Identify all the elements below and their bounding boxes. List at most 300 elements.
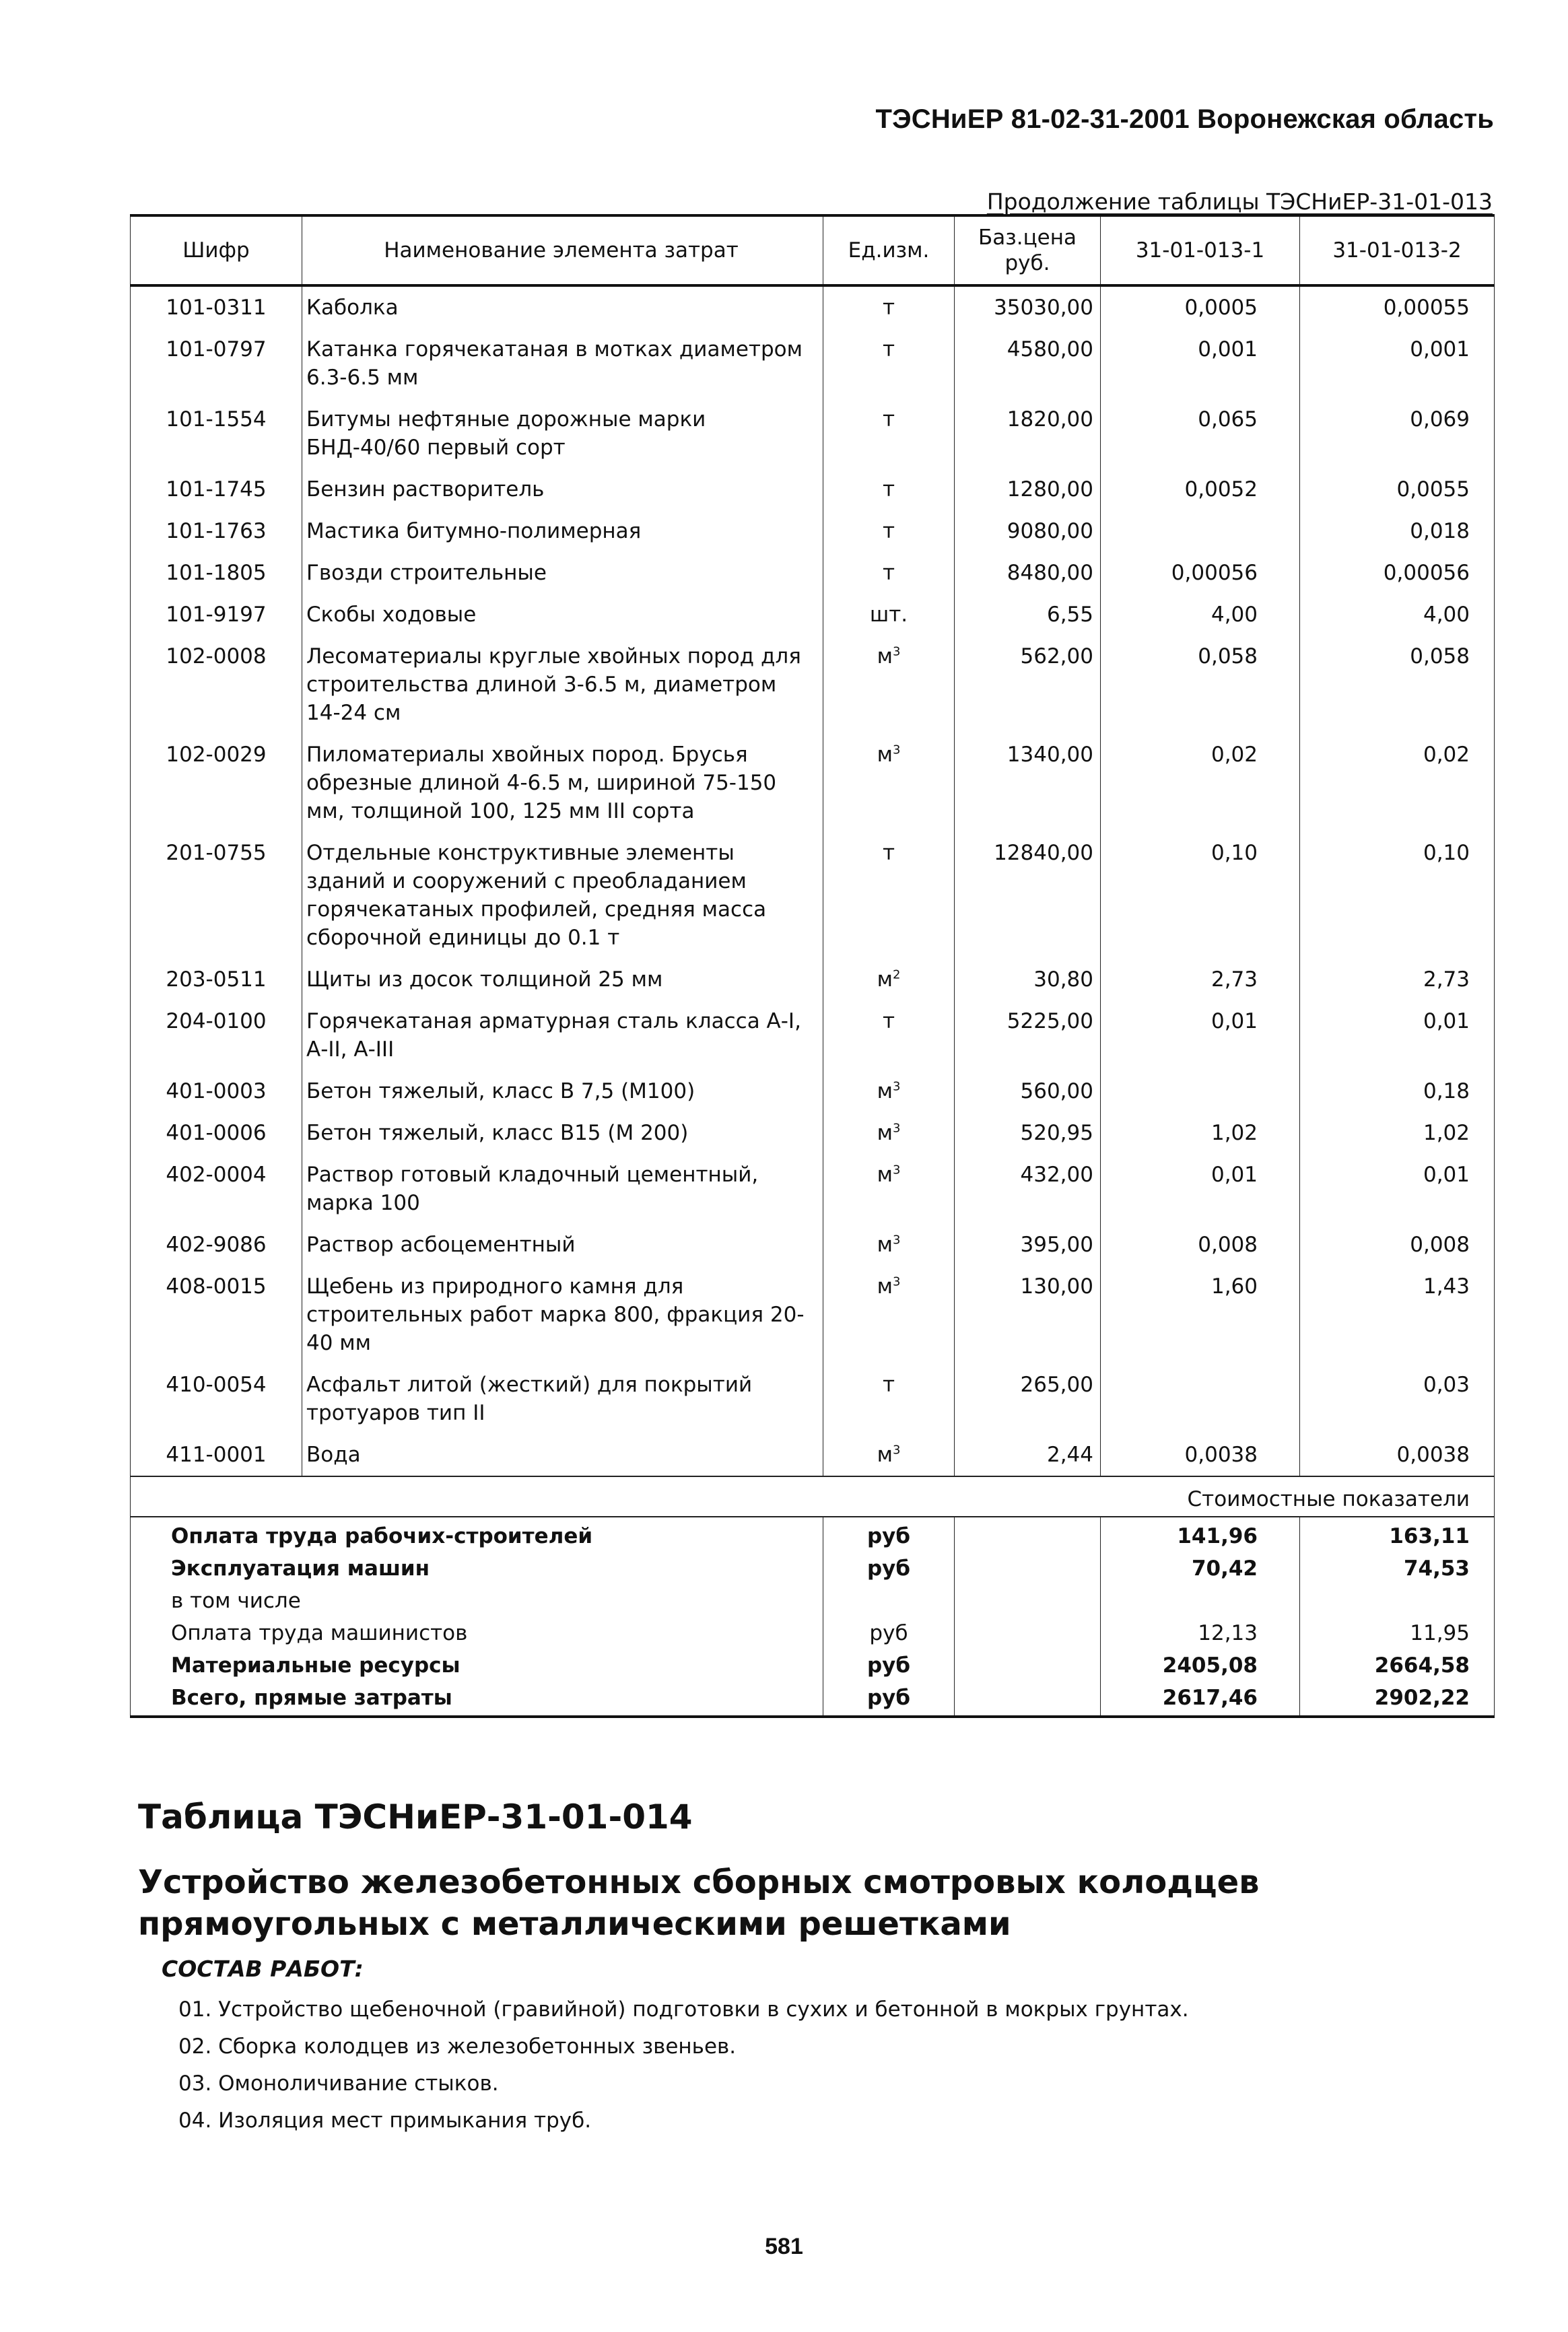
resource-base-price-text: 6,55 [1046,603,1093,627]
resource-code-text: 203-0511 [166,967,267,992]
resource-code-text: 410-0054 [166,1373,267,1397]
table-row [131,469,1495,510]
resource-base-price-text: 5225,00 [1007,1009,1093,1033]
resource-code [131,1364,302,1434]
table-row [131,510,1495,552]
resource-qty-variant-2 [1300,510,1495,552]
resource-base-price-text: 432,00 [1020,1163,1093,1187]
summary-unit: руб [823,1682,955,1717]
resource-name-text: Битумы нефтяные дорожные марки БНД-40/60 первый сорт [306,407,706,460]
resource-base-price [955,1000,1101,1070]
resource-base-price [955,399,1101,469]
resource-qty-variant-2-text: 0,018 [1410,519,1470,543]
works-list [178,1991,1189,2139]
resource-code-text: 102-0008 [166,644,267,668]
resource-qty-variant-1-text: 0,065 [1198,407,1258,432]
resource-base-price-text: 130,00 [1020,1274,1093,1299]
resource-qty-variant-2-text: 0,069 [1410,407,1470,432]
resource-base-price [955,469,1101,510]
resource-unit [823,285,955,329]
resource-code [131,1434,302,1476]
resource-qty-variant-1-text: 2,73 [1211,967,1258,992]
resource-qty-variant-1-text: 0,00056 [1171,561,1258,585]
resource-base-price [955,832,1101,959]
resource-name [302,1364,823,1434]
resource-name [302,469,823,510]
works-item: 01. Устройство щебеночной (гравийной) подготовки в сухих и бетонной в мокрых грунтах. [178,1997,1189,2022]
resource-name [302,1154,823,1224]
resource-rows [131,285,1495,1476]
resource-unit [823,832,955,959]
resource-unit [823,510,955,552]
resource-unit-text: м [877,1163,893,1187]
summary-value-variant-1 [1101,1585,1300,1617]
resource-unit [823,1070,955,1112]
resource-name [302,285,823,329]
resource-qty-variant-2 [1300,832,1495,959]
resource-name [302,329,823,399]
resource-base-price-text: 1280,00 [1007,477,1093,502]
resource-qty-variant-1 [1101,636,1300,734]
table-header-row [131,215,1495,285]
resource-code-text: 401-0003 [166,1079,267,1103]
resource-qty-variant-2 [1300,959,1495,1000]
resource-unit-text: м [877,743,893,767]
table-row [131,594,1495,636]
resource-qty-variant-2-text: 1,02 [1423,1121,1470,1145]
resource-code-text: 411-0001 [166,1443,267,1467]
resource-unit-text: т [882,1009,895,1033]
summary-label: Эксплуатация машин [131,1552,823,1585]
table-row [131,1112,1495,1154]
resource-qty-variant-1-text: 4,00 [1211,603,1258,627]
summary-row [131,1649,1495,1682]
resource-code [131,329,302,399]
next-table-title: Таблица ТЭСНиЕР-31-01-014 [138,1797,693,1837]
resource-qty-variant-2-text: 0,10 [1423,841,1470,865]
resource-base-price-text: 8480,00 [1007,561,1093,585]
resource-qty-variant-2-text: 0,058 [1410,644,1470,668]
resource-qty-variant-1-text: 0,0005 [1184,296,1258,320]
resource-qty-variant-2-text: 0,02 [1423,743,1470,767]
resource-unit [823,594,955,636]
summary-row [131,1585,1495,1617]
summary-row [131,1517,1495,1552]
resource-qty-variant-1-text: 0,001 [1198,337,1258,362]
resource-qty-variant-2 [1300,1364,1495,1434]
resource-qty-variant-1-text: 0,008 [1198,1233,1258,1257]
resource-name [302,552,823,594]
resource-qty-variant-1 [1101,1266,1300,1364]
summary-empty-price [955,1617,1101,1649]
table-row [131,1154,1495,1224]
resource-unit-text: м [877,1274,893,1299]
resource-code-text: 201-0755 [166,841,267,865]
resource-unit [823,1000,955,1070]
resource-base-price-text: 12840,00 [994,841,1093,865]
works-item: 03. Омоноличивание стыков. [178,2071,499,2096]
resource-unit [823,734,955,832]
summary-value-variant-1: 141,96 [1101,1517,1300,1552]
resource-code-text: 402-0004 [166,1163,267,1187]
resource-base-price-text: 4580,00 [1007,337,1093,362]
resource-base-price-text: 35030,00 [994,296,1093,320]
resource-name-text: Бензин растворитель [306,477,545,502]
resource-code [131,510,302,552]
table-row [131,1070,1495,1112]
resource-code-text: 401-0006 [166,1121,267,1145]
resource-base-price [955,1364,1101,1434]
resource-base-price [955,329,1101,399]
resource-qty-variant-2-text: 4,00 [1423,603,1470,627]
resource-qty-variant-2-text: 0,00055 [1383,296,1470,320]
resource-qty-variant-1 [1101,510,1300,552]
resource-name-text: Гвозди строительные [306,561,547,585]
resource-name-text: Мастика битумно-полимерная [306,519,642,543]
resource-qty-variant-1 [1101,1364,1300,1434]
summary-row [131,1552,1495,1585]
resource-qty-variant-2 [1300,1112,1495,1154]
resource-qty-variant-2-text: 0,00056 [1383,561,1470,585]
resource-code [131,734,302,832]
resource-code-text: 204-0100 [166,1009,267,1033]
cost-indicators-caption-row [131,1476,1495,1517]
unit-exponent: 3 [892,1079,901,1094]
resource-name [302,734,823,832]
resource-qty-variant-1 [1101,1154,1300,1224]
column-header-variant-2: 31-01-013-2 [1300,215,1495,285]
resource-qty-variant-2-text: 2,73 [1423,967,1470,992]
resource-name-text: Щебень из природного камня для строительных работ марка 800, фракция 20-40 мм [306,1274,805,1355]
resource-code [131,552,302,594]
unit-exponent: 3 [892,1163,901,1177]
resource-qty-variant-1 [1101,1224,1300,1266]
resource-qty-variant-2-text: 0,01 [1423,1163,1470,1187]
resource-name-text: Раствор асбоцементный [306,1233,576,1257]
unit-exponent: 3 [892,1443,901,1458]
table-row [131,552,1495,594]
resource-unit-text: т [882,841,895,865]
summary-value-variant-2: 163,11 [1300,1517,1495,1552]
table-row [131,1266,1495,1364]
resource-code [131,1224,302,1266]
resource-qty-variant-2 [1300,329,1495,399]
resource-unit [823,1224,955,1266]
resource-name [302,1266,823,1364]
resource-name [302,832,823,959]
resources-table [130,214,1495,1718]
table-row [131,734,1495,832]
resource-base-price [955,1154,1101,1224]
resource-name-text: Лесоматериалы круглые хвойных пород для строительства длиной 3-6.5 м, диаметром 14-24 см [306,644,801,725]
resource-qty-variant-1 [1101,399,1300,469]
resource-base-price [955,734,1101,832]
resource-base-price [955,1266,1101,1364]
summary-row [131,1682,1495,1717]
resource-qty-variant-1-text: 0,0052 [1184,477,1258,502]
summary-label: в том числе [131,1585,823,1617]
resource-unit-text: т [882,1373,895,1397]
unit-exponent: 3 [892,1121,901,1136]
summary-unit: руб [823,1552,955,1585]
summary-empty-price [955,1517,1101,1552]
resource-name [302,510,823,552]
resource-code [131,832,302,959]
resource-qty-variant-2 [1300,1266,1495,1364]
column-header-code: Шифр [131,215,302,285]
summary-empty-price [955,1585,1101,1617]
resource-qty-variant-2-text: 0,01 [1423,1009,1470,1033]
resource-name-text: Бетон тяжелый, класс В15 (М 200) [306,1121,689,1145]
resource-qty-variant-2 [1300,1000,1495,1070]
resource-qty-variant-1 [1101,469,1300,510]
resource-unit [823,1266,955,1364]
summary-value-variant-1: 2405,08 [1101,1649,1300,1682]
resource-name [302,594,823,636]
table-row [131,285,1495,329]
resource-unit-text: м [877,1121,893,1145]
summary-value-variant-2 [1300,1585,1495,1617]
resource-name-text: Горячекатаная арматурная сталь класса А-I, А-II, А-III [306,1009,801,1062]
resource-name [302,1000,823,1070]
summary-value-variant-2: 2664,58 [1300,1649,1495,1682]
resource-base-price-text: 30,80 [1033,967,1093,992]
resource-qty-variant-2-text: 0,0055 [1396,477,1470,502]
resource-qty-variant-1-text: 0,0038 [1184,1443,1258,1467]
resource-base-price [955,594,1101,636]
resource-unit [823,552,955,594]
summary-empty-price [955,1649,1101,1682]
resource-base-price-text: 265,00 [1020,1373,1093,1397]
resource-base-price-text: 562,00 [1020,644,1093,668]
resource-qty-variant-2-text: 0,03 [1423,1373,1470,1397]
resource-qty-variant-1-text: 0,058 [1198,644,1258,668]
resource-name-text: Скобы ходовые [306,603,477,627]
resource-unit-text: м [877,1233,893,1257]
works-item: 04. Изоляция мест примыкания труб. [178,2108,592,2133]
unit-exponent: 3 [892,743,901,757]
resource-name [302,399,823,469]
resource-qty-variant-2 [1300,1434,1495,1476]
resource-base-price-text: 2,44 [1046,1443,1093,1467]
resource-code-text: 408-0015 [166,1274,267,1299]
resource-unit [823,1434,955,1476]
resource-qty-variant-2 [1300,399,1495,469]
resource-base-price [955,552,1101,594]
unit-exponent: 3 [892,644,901,659]
unit-exponent: 2 [892,967,901,982]
resource-name-text: Каболка [306,296,399,320]
resource-code-text: 101-1554 [166,407,267,432]
resource-qty-variant-2 [1300,1070,1495,1112]
resource-code [131,1070,302,1112]
resource-unit-text: м [877,967,893,992]
summary-label: Всего, прямые затраты [131,1682,823,1717]
column-header-variant-1: 31-01-013-1 [1101,215,1300,285]
column-header-unit: Ед.изм. [823,215,955,285]
resource-qty-variant-2 [1300,594,1495,636]
summary-value-variant-2: 11,95 [1300,1617,1495,1649]
summary-unit [823,1585,955,1617]
resource-unit-text: т [882,519,895,543]
resource-qty-variant-2-text: 1,43 [1423,1274,1470,1299]
resource-unit-text: т [882,477,895,502]
resource-name-text: Катанка горячекатаная в мотках диаметром 6.3-6.5 мм [306,337,803,390]
resource-unit-text: т [882,407,895,432]
resource-base-price-text: 395,00 [1020,1233,1093,1257]
resource-qty-variant-1 [1101,329,1300,399]
summary-value-variant-2: 2902,22 [1300,1682,1495,1717]
summary-unit: руб [823,1617,955,1649]
resource-name-text: Раствор готовый кладочный цементный, марка 100 [306,1163,759,1215]
resource-unit [823,1112,955,1154]
resource-base-price-text: 9080,00 [1007,519,1093,543]
resource-name-text: Отдельные конструктивные элементы зданий и сооружений с преобладанием горячекатаных профилей, средняя масса сборочной единицы до 0.1 т [306,841,767,950]
resource-code [131,469,302,510]
summary-label: Материальные ресурсы [131,1649,823,1682]
resource-qty-variant-1 [1101,1112,1300,1154]
summary-unit: руб [823,1649,955,1682]
document-header-title: ТЭСНиЕР 81-02-31-2001 Воронежская область [875,104,1494,134]
table-row [131,1364,1495,1434]
resource-unit [823,399,955,469]
works-item: 02. Сборка колодцев из железобетонных звеньев. [178,2034,737,2059]
summary-label: Оплата труда машинистов [131,1617,823,1649]
resource-qty-variant-1 [1101,1434,1300,1476]
resource-qty-variant-1 [1101,1000,1300,1070]
resource-unit [823,1154,955,1224]
resource-code [131,636,302,734]
resource-qty-variant-1-text: 0,01 [1211,1163,1258,1187]
resource-code-text: 101-1805 [166,561,267,585]
resource-qty-variant-1 [1101,285,1300,329]
summary-value-variant-2: 74,53 [1300,1552,1495,1585]
unit-exponent: 3 [892,1274,901,1289]
resource-qty-variant-2 [1300,469,1495,510]
resource-code [131,1154,302,1224]
resource-name [302,1112,823,1154]
resource-name [302,636,823,734]
resource-qty-variant-1 [1101,552,1300,594]
table-row [131,1224,1495,1266]
cost-indicators-caption: Стоимостные показатели [131,1476,1495,1517]
table-row [131,959,1495,1000]
resource-code [131,1112,302,1154]
table-continuation-label: Продолжение таблицы ТЭСНиЕР-31-01-013 [986,188,1493,215]
resource-name [302,1434,823,1476]
resource-qty-variant-2 [1300,285,1495,329]
resource-base-price-text: 520,95 [1020,1121,1093,1145]
cost-summary-rows [131,1517,1495,1717]
column-header-base-price: Баз.цена руб. [955,215,1101,285]
summary-value-variant-1: 2617,46 [1101,1682,1300,1717]
resource-name [302,1070,823,1112]
resource-qty-variant-2-text: 0,001 [1410,337,1470,362]
table-row [131,399,1495,469]
table-row [131,832,1495,959]
summary-value-variant-1: 12,13 [1101,1617,1300,1649]
resource-qty-variant-2-text: 0,18 [1423,1079,1470,1103]
page-number: 581 [765,2234,803,2259]
resource-qty-variant-2 [1300,1224,1495,1266]
resource-qty-variant-1-text: 0,02 [1211,743,1258,767]
resource-base-price-text: 1340,00 [1007,743,1093,767]
column-header-name: Наименование элемента затрат [302,215,823,285]
resource-qty-variant-1 [1101,1070,1300,1112]
unit-exponent: 3 [892,1233,901,1247]
resource-qty-variant-2 [1300,636,1495,734]
table-row [131,329,1495,399]
resource-qty-variant-2 [1300,734,1495,832]
table-row [131,636,1495,734]
resource-base-price [955,1224,1101,1266]
resource-base-price [955,285,1101,329]
summary-empty-price [955,1552,1101,1585]
summary-value-variant-1: 70,42 [1101,1552,1300,1585]
resource-unit-text: шт. [869,603,908,627]
resource-qty-variant-1 [1101,832,1300,959]
resource-unit-text: м [877,1079,893,1103]
resource-qty-variant-1-text: 0,10 [1211,841,1258,865]
resource-code-text: 101-1763 [166,519,267,543]
resource-base-price [955,636,1101,734]
summary-unit: руб [823,1517,955,1552]
resource-unit [823,469,955,510]
resource-name [302,1224,823,1266]
resource-unit [823,1364,955,1434]
resource-base-price [955,1434,1101,1476]
resource-name-text: Вода [306,1443,361,1467]
resource-unit [823,329,955,399]
resource-name-text: Бетон тяжелый, класс В 7,5 (М100) [306,1079,695,1103]
summary-label: Оплата труда рабочих-строителей [131,1517,823,1552]
resource-name-text: Щиты из досок толщиной 25 мм [306,967,663,992]
next-table-subtitle: Устройство железобетонных сборных смотровых колодцев прямоугольных с металлическими решетками [138,1863,1260,1943]
resource-base-price [955,1112,1101,1154]
resource-qty-variant-1-text: 1,02 [1211,1121,1258,1145]
resource-unit-text: м [877,1443,893,1467]
works-composition-title: СОСТАВ РАБОТ: [162,1956,364,1982]
resource-name-text: Асфальт литой (жесткий) для покрытий тротуаров тип II [306,1373,753,1425]
resource-qty-variant-2 [1300,552,1495,594]
resource-qty-variant-2 [1300,1154,1495,1224]
resource-base-price-text: 560,00 [1020,1079,1093,1103]
resource-qty-variant-1-text: 1,60 [1211,1274,1258,1299]
resource-code [131,959,302,1000]
resource-code-text: 101-9197 [166,603,267,627]
resource-base-price [955,1070,1101,1112]
resource-base-price [955,959,1101,1000]
resource-qty-variant-2-text: 0,008 [1410,1233,1470,1257]
table-row [131,1434,1495,1476]
resource-base-price [955,510,1101,552]
resource-code-text: 101-0311 [166,296,267,320]
summary-row [131,1617,1495,1649]
resource-name-text: Пиломатериалы хвойных пород. Брусья обрезные длиной 4-6.5 м, шириной 75-150 мм, толщиной 100, 125 мм III сорта [306,743,777,823]
resource-code [131,1266,302,1364]
resource-code [131,594,302,636]
resource-qty-variant-1 [1101,734,1300,832]
resource-qty-variant-2-text: 0,0038 [1396,1443,1470,1467]
resource-code [131,399,302,469]
table-row [131,1000,1495,1070]
summary-empty-price [955,1682,1101,1717]
resource-qty-variant-1 [1101,594,1300,636]
resource-unit [823,636,955,734]
resource-code [131,285,302,329]
resource-base-price-text: 1820,00 [1007,407,1093,432]
resource-unit-text: м [877,644,893,668]
